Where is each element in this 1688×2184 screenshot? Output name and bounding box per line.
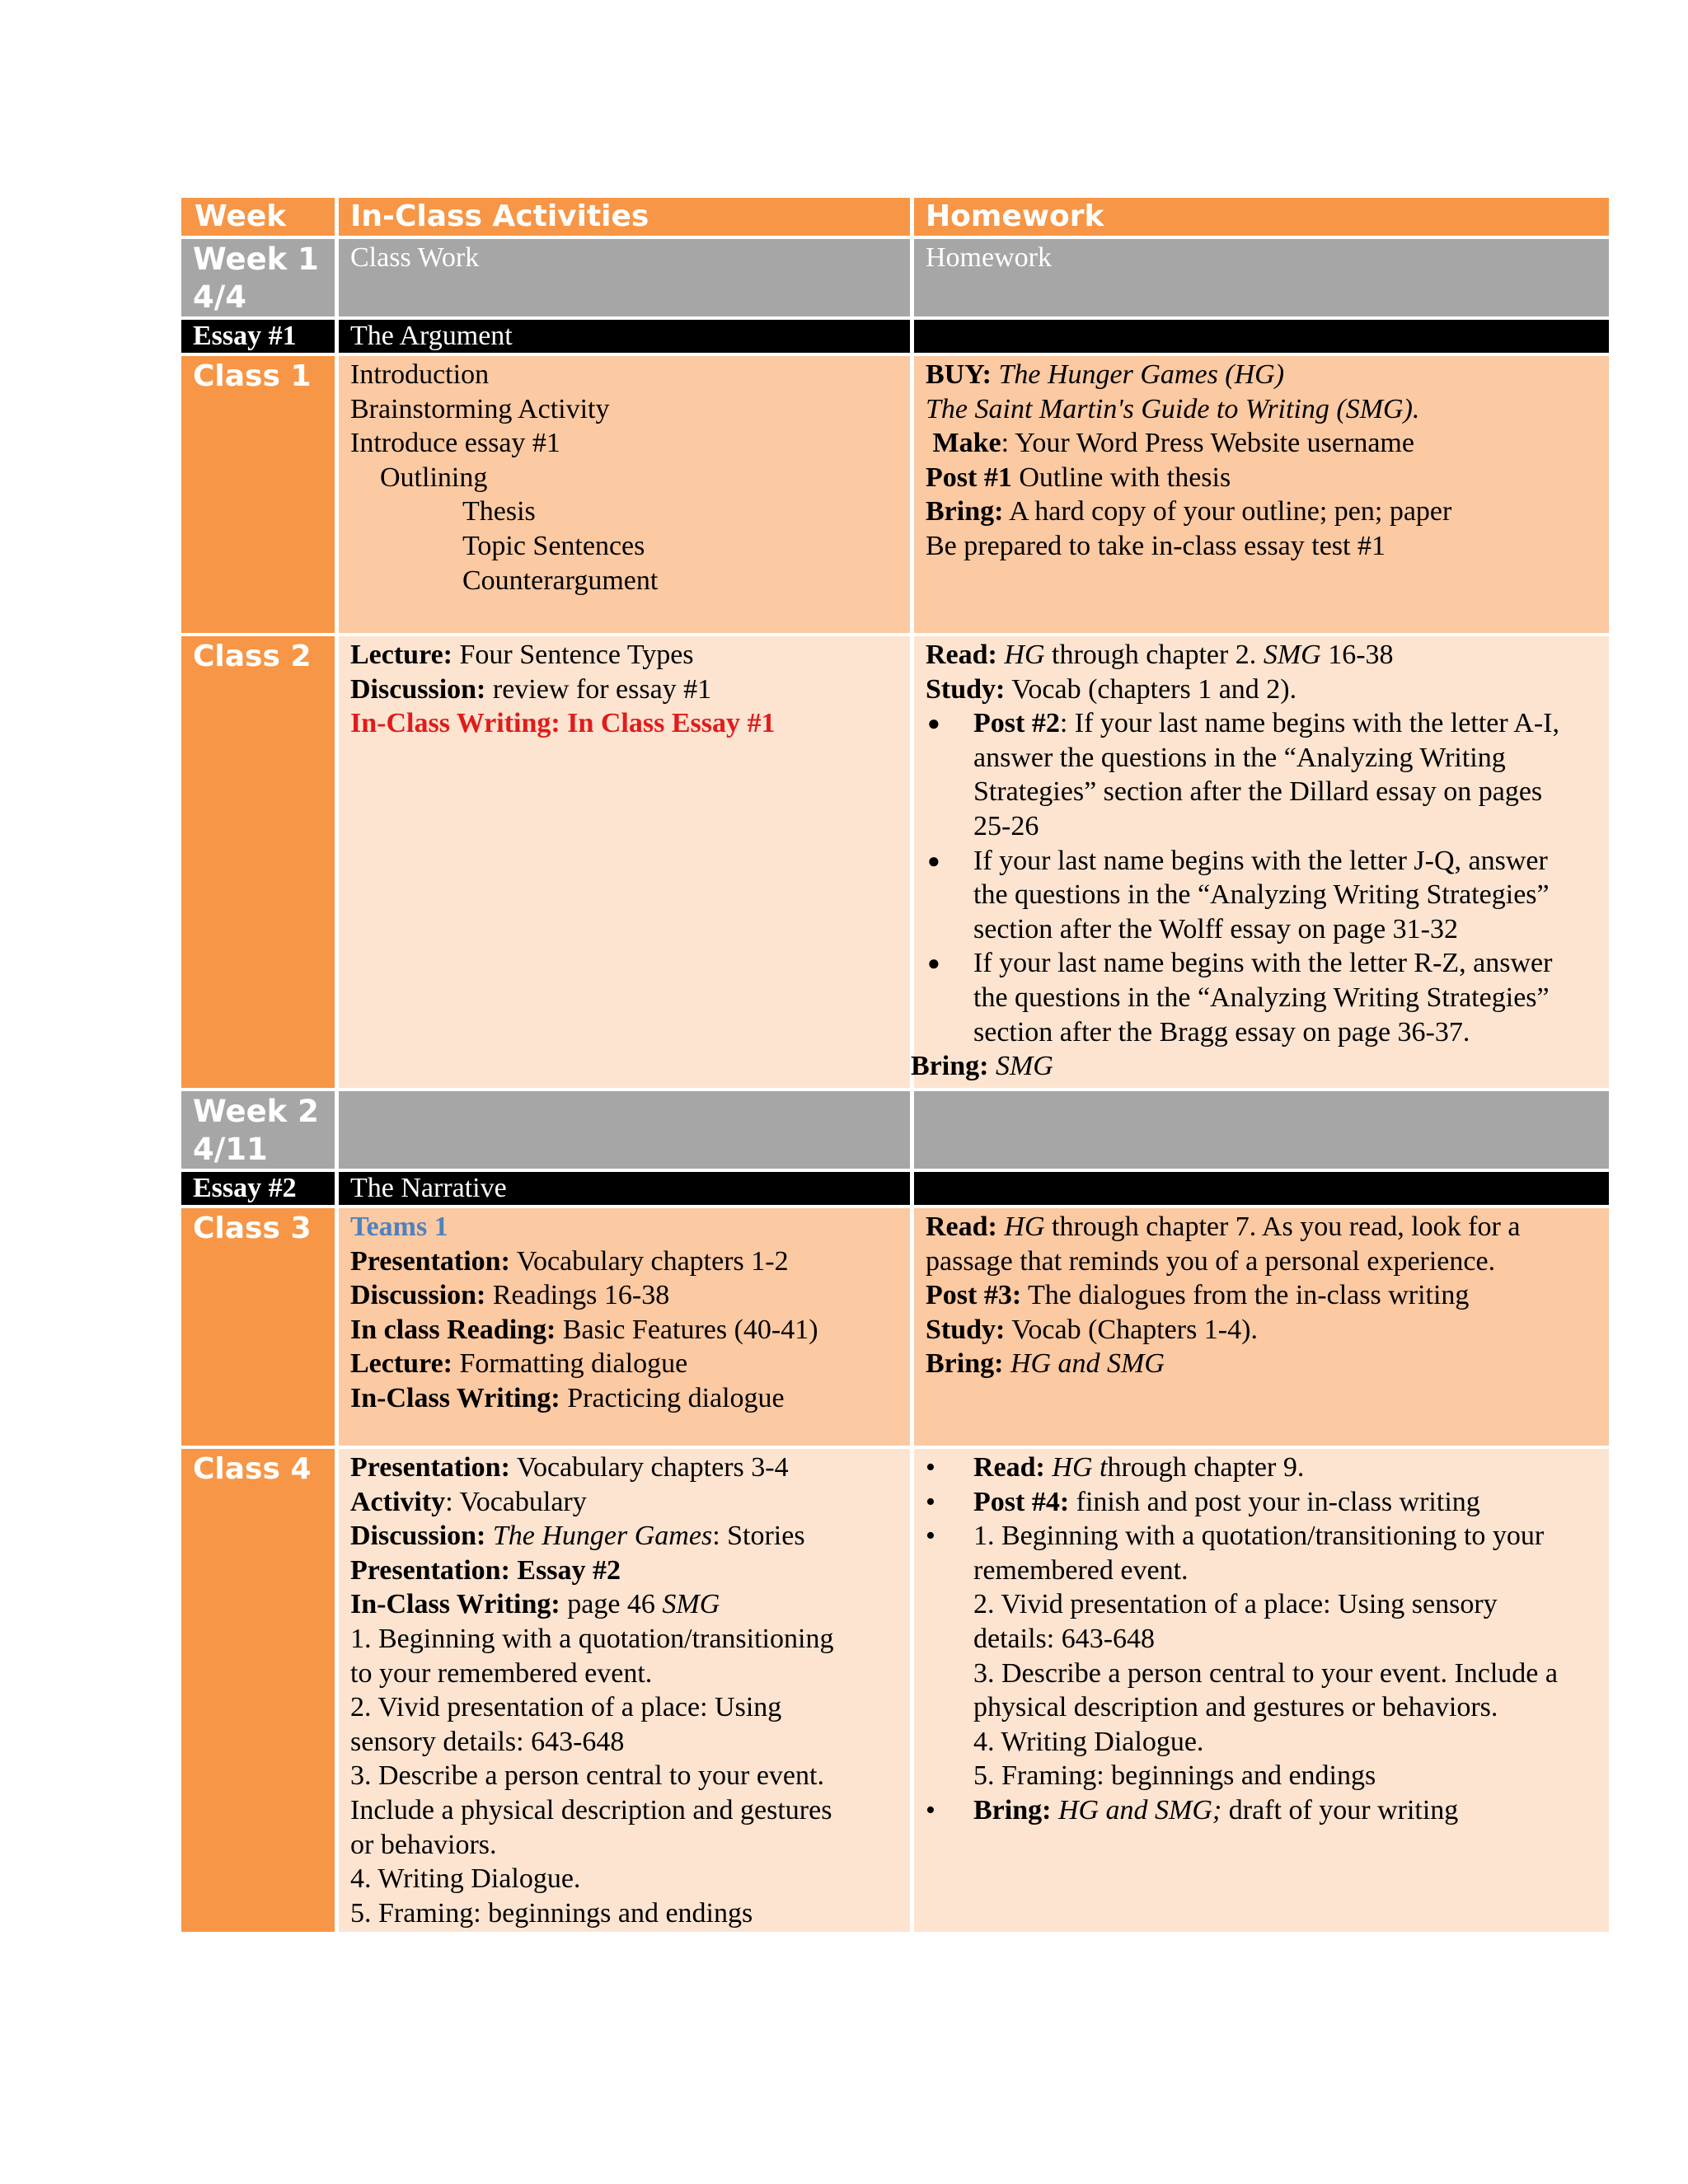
list-item: ● If your last name begins with the letter J-Q, answer the questions in the “Analyzing Writing Strategies” section after the Wolff essay on page 31-32 — [926, 844, 1597, 947]
essay2-empty — [914, 1172, 1609, 1208]
class1-row — [181, 356, 1609, 636]
class4-activities: Presentation: Vocabulary chapters 3-4 Activity: Vocabulary Discussion: The Hunger Games: Stories Presentation: Essay #2 In-Class Writing: page 46 SMG 1. Beginning with a quotation/transitioning to your remembered event. 2. Vivid presentation of a place: Using sensory details: 643-648 3. Describe a person central to your event. Include a physical description and gestures or behaviors. 4. Writing Dialogue. 5. Framing: beginnings and endings — [339, 1449, 910, 1935]
week1-classwork: Class Work — [339, 239, 910, 320]
essay2-title: The Narrative — [339, 1172, 910, 1208]
essay2-label: Essay #2 — [181, 1172, 335, 1208]
essay1-empty — [914, 320, 1609, 356]
essay1-row — [181, 320, 1609, 356]
class1-homework: BUY: The Hunger Games (HG) The Saint Martin's Guide to Writing (SMG). Make: Your Word Press Website username Post #1 Outline with thesis Bring: A hard copy of your outline; pen; paper Be prepared to take in-class essay test #1 — [914, 356, 1609, 636]
class4-label: Class 4 — [181, 1449, 335, 1935]
class2-homework-list — [926, 706, 1597, 1049]
class2-label: Class 2 — [181, 636, 335, 1091]
class3-homework: Read: HG through chapter 7. As you read, look for a passage that reminds you of a personal experience. Post #3: The dialogues from the in-class writing Study: Vocab (Chapters 1-4). Bring: HG and SMG — [914, 1208, 1609, 1449]
list-item: • Read: HG through chapter 9. — [926, 1451, 1597, 1485]
class3-label: Class 3 — [181, 1208, 335, 1449]
essay2-row — [181, 1172, 1609, 1208]
class2-activities: Lecture: Four Sentence Types Discussion: review for essay #1 In-Class Writing: In Class Essay #1 — [339, 636, 910, 1091]
class4-homework — [914, 1449, 1609, 1935]
week1-homework: Homework — [914, 239, 1609, 320]
list-item: • Post #4: finish and post your in-class writing — [926, 1485, 1597, 1520]
list-item: • 1. Beginning with a quotation/transitioning to your remembered event. 2. Vivid presentation of a place: Using sensory details: 643-648 3. Describe a person central to your event. Include a physical description and gestures or behaviors. 4. Writing Dialogue. 5. Framing: beginnings and endings — [926, 1519, 1597, 1793]
class1-activities: Introduction Brainstorming Activity Introduce essay #1 Outlining Thesis Topic Sentences Counterargument — [339, 356, 910, 636]
week1-label: Week 1 4/4 — [181, 239, 335, 320]
week1-row — [181, 239, 1609, 320]
week2-row — [181, 1091, 1609, 1172]
week2-empty-activities — [339, 1091, 910, 1172]
list-item: • Bring: HG and SMG; draft of your writing — [926, 1793, 1597, 1828]
class4-homework-list — [926, 1451, 1597, 1828]
schedule-table — [177, 198, 1613, 1935]
class2-row — [181, 636, 1609, 1091]
week2-empty-homework — [914, 1091, 1609, 1172]
list-item: ● Post #2: If your last name begins with the letter A-I, answer the questions in the “Analyzing Writing Strategies” section after the Dillard essay on pages 25-26 — [926, 706, 1597, 843]
header-activities: In-Class Activities — [339, 198, 910, 239]
header-homework: Homework — [914, 198, 1609, 239]
header-week: Week — [181, 198, 335, 239]
week2-label: Week 2 4/11 — [181, 1091, 335, 1172]
list-item: ● If your last name begins with the letter R-Z, answer the questions in the “Analyzing Writing Strategies” section after the Bragg essay on page 36-37. — [926, 946, 1597, 1049]
class2-homework: Read: HG through chapter 2. SMG 16-38 Study: Vocab (chapters 1 and 2). ● Post #2: If your last name begins with the letter A-I, answer the questions in the “Analyzing Writing Strategies” section after the Dillard essay on pages 25-26 ● If your last name begins with the letter J-Q, answer the questions in the “Analyzing Writing Strategies” section after the Wolff essay on page 31-32 ● If your last name begins with the letter R-Z, answer the questions in the “Analyzing Writing Strategies” section after the Bragg essay on page 36-37. Bring: SMG — [914, 636, 1609, 1091]
class3-activities: Teams 1 Presentation: Vocabulary chapters 1-2 Discussion: Readings 16-38 In class Reading: Basic Features (40-41) Lecture: Formatting dialogue In-Class Writing: Practicing dialogue — [339, 1208, 910, 1449]
essay1-title: The Argument — [339, 320, 910, 356]
class1-label: Class 1 — [181, 356, 335, 636]
teams-label: Teams 1 — [350, 1212, 448, 1242]
class3-row — [181, 1208, 1609, 1449]
header-row — [181, 198, 1609, 239]
class4-row — [181, 1449, 1609, 1935]
essay1-label: Essay #1 — [181, 320, 335, 356]
